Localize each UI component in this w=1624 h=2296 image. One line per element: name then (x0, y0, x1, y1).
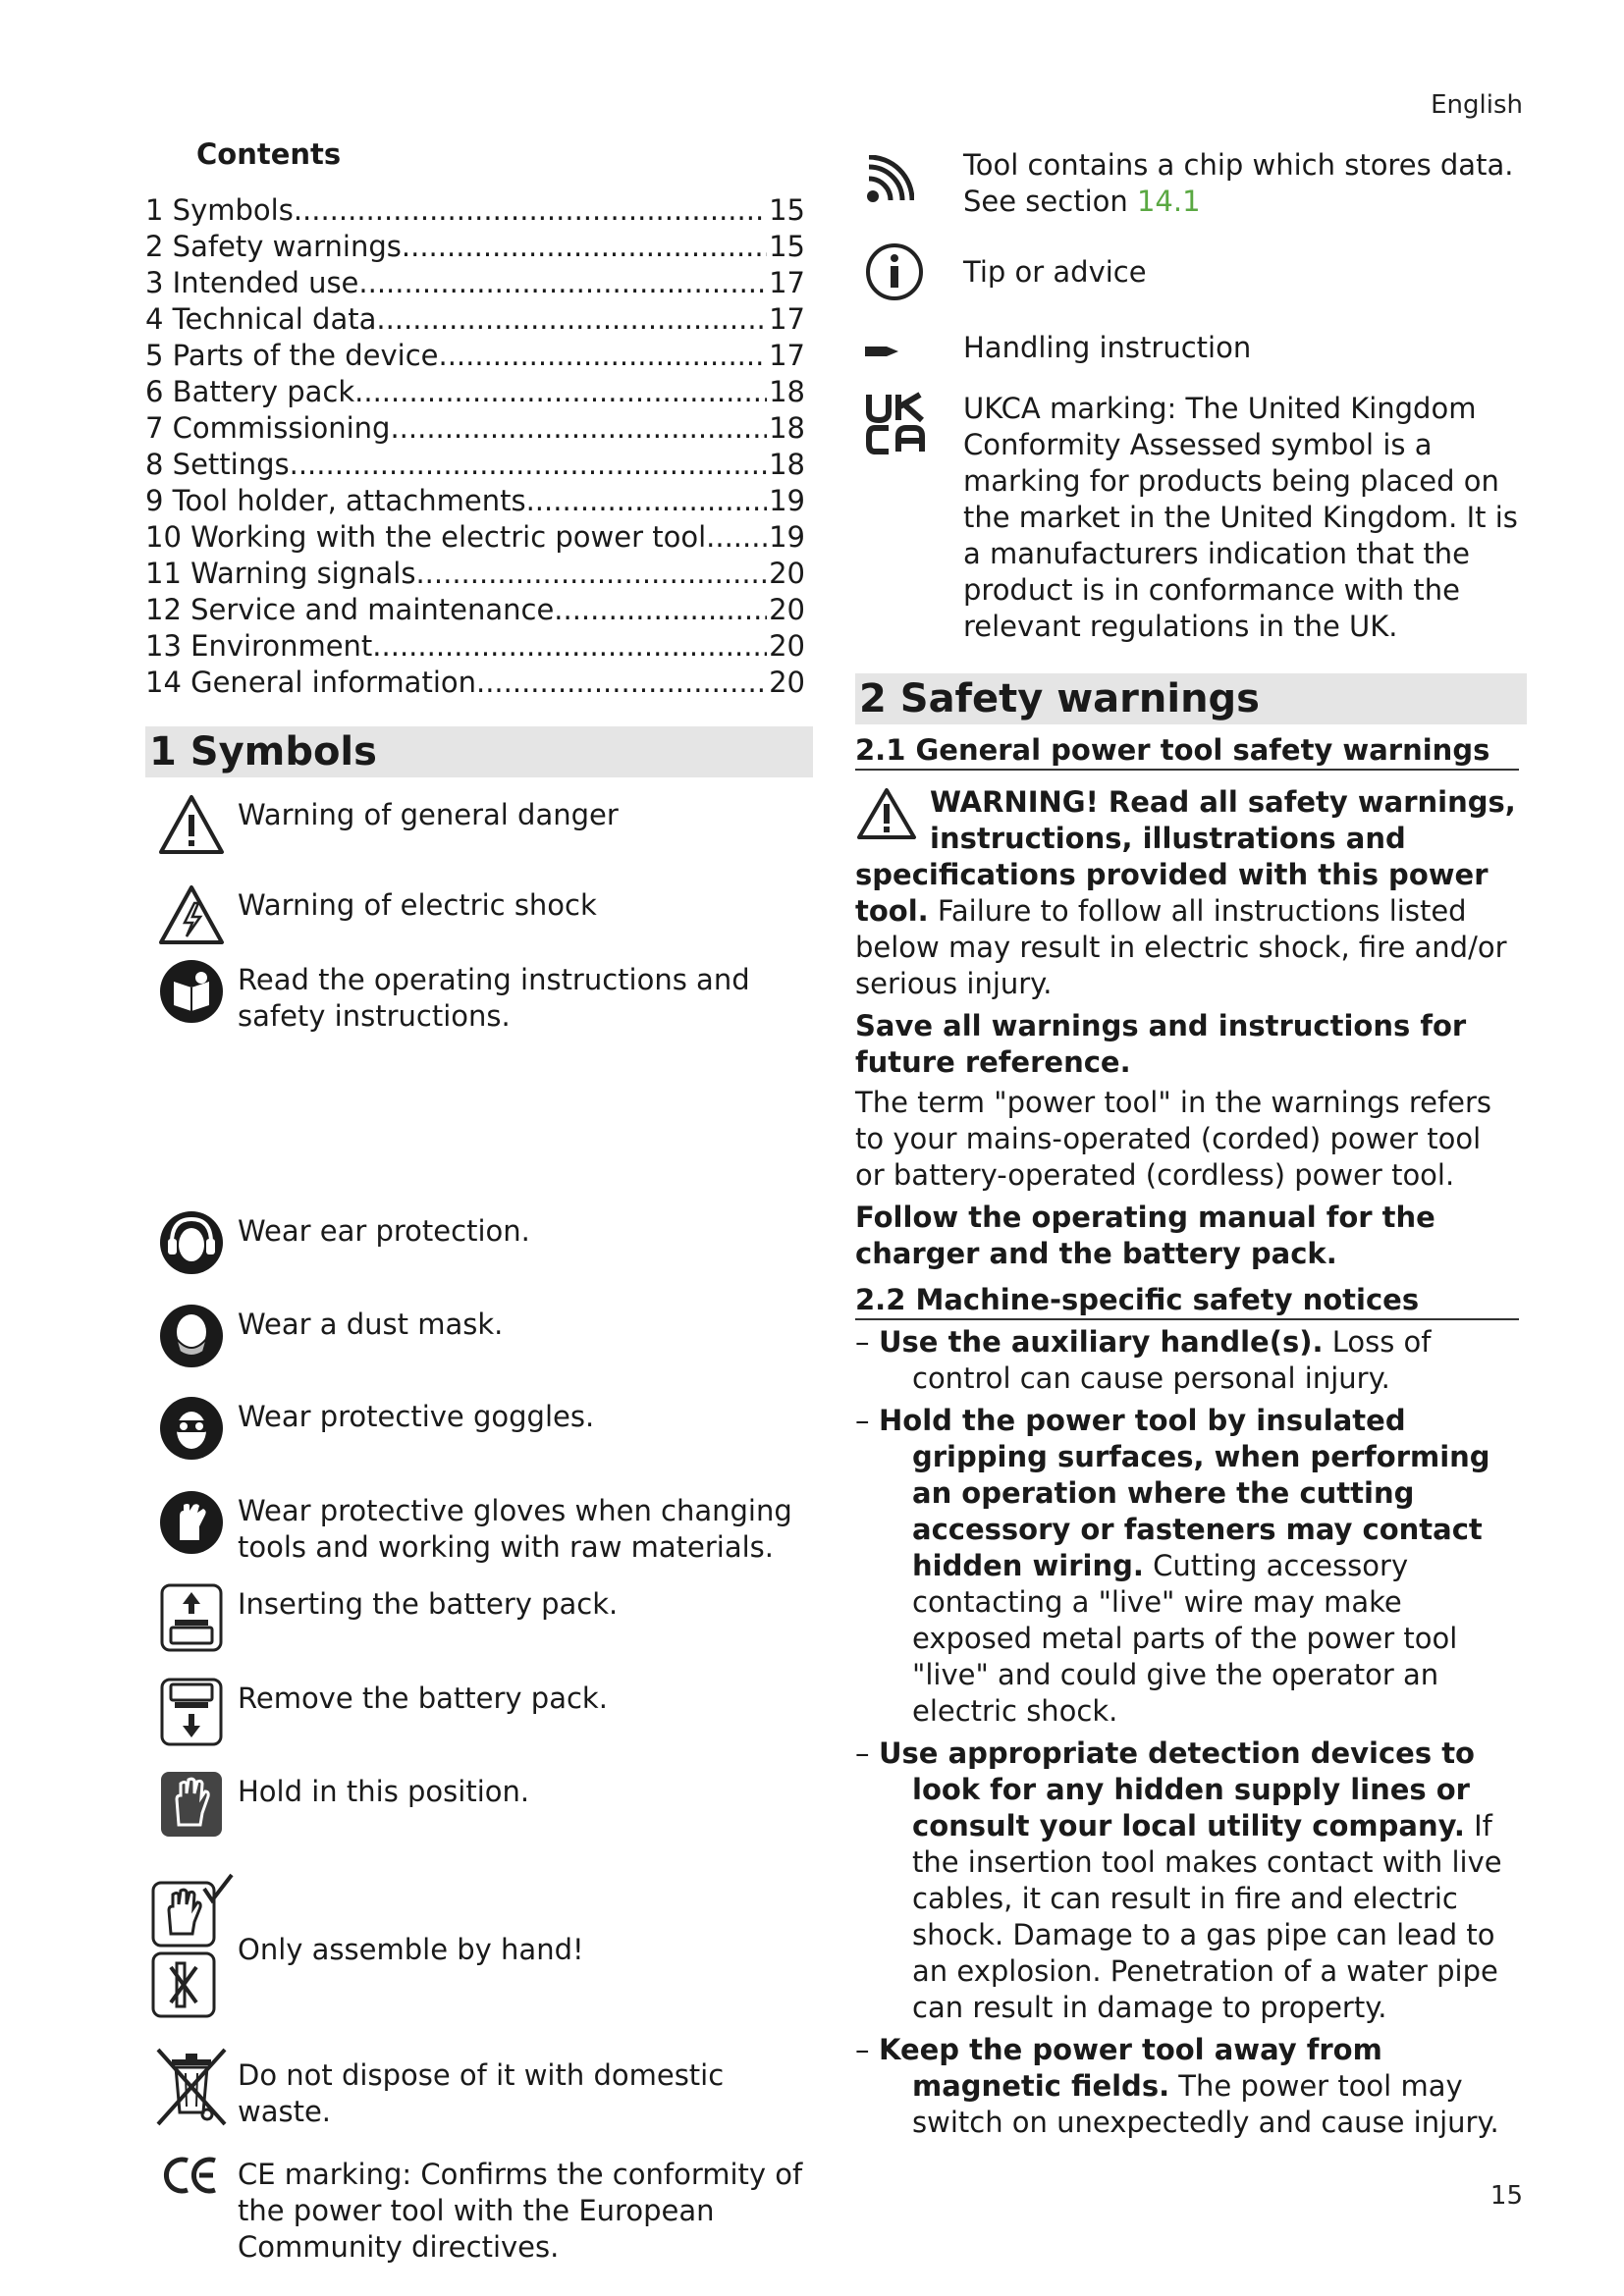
toc-item[interactable]: 13 Environment ..... 20 (145, 628, 805, 665)
symbol-row (145, 1303, 805, 1369)
power-tool-term-text: The term "power tool" in the warnings refers to your mains-operated (corded) power tool or battery-operated (cordless) power tool. (855, 1086, 1492, 1192)
safety-warnings-heading: 2 Safety warnings (855, 673, 1527, 724)
warning-paragraph: WARNING! Read all safety warnings, instructions, illustrations and specifications provided with this power tool. Failure to follow all instructions listed below may result in electric shock, fire and/or serious injury. (855, 785, 1516, 1000)
list-item: – Keep the power tool away from magnetic fields. The power tool may switch on unexpectedly and cause injury. (855, 2033, 1499, 2139)
symbol-text: Warning of electric shock (238, 888, 597, 922)
left-column (145, 137, 805, 2264)
symbol-row (145, 1677, 805, 1747)
ukca-mark-icon (855, 391, 963, 645)
symbol-text: Wear protective gloves when changing tools and working with raw materials. (238, 1494, 792, 1564)
ce-mark-icon (145, 2153, 238, 2266)
symbol-row (855, 391, 1519, 645)
toc-item[interactable]: 14 General information ..... 20 (145, 665, 805, 701)
symbol-row (855, 242, 1519, 301)
machine-specific-subheading: 2.2 Machine-specific safety notices (855, 1282, 1519, 1320)
toc-item[interactable]: 11 Warning signals ..... 20 (145, 556, 805, 592)
toc-item[interactable]: 12 Service and maintenance ..... 20 (145, 592, 805, 628)
symbol-text: CE marking: Confirms the conformity of the power tool with the European Community directives. (238, 2158, 803, 2264)
handling-arrow-icon (855, 330, 963, 366)
gloves-icon (145, 1489, 238, 1566)
symbol-row (145, 1489, 805, 1566)
contents-title: Contents (196, 137, 342, 171)
symbol-text: Warning of general danger (238, 798, 619, 831)
save-warnings-text: Save all warnings and instructions for future reference. (855, 1009, 1467, 1079)
symbol-text: Hold in this position. (238, 1775, 530, 1808)
toc-item[interactable]: 2 Safety warnings ..... 15 (145, 229, 805, 265)
toc-item[interactable]: 7 Commissioning ..... 18 (145, 410, 805, 447)
goggles-icon (145, 1395, 238, 1462)
list-item: – Use appropriate detection devices to look for any hidden supply lines or consult your local utility company. If the insertion tool makes contact with live cables, it can result in fire and electric shock. Damage to a gas pipe can lead to an explosion. Penetration of a water pipe can result in damage to property. (855, 1736, 1502, 2024)
symbol-text: Tool contains a chip which stores data. See section 14.1 (963, 148, 1514, 218)
symbol-row (145, 1395, 805, 1462)
toc-item[interactable]: 5 Parts of the device ..... 17 (145, 338, 805, 374)
symbol-row (145, 1770, 805, 1839)
symbol-text: UKCA marking: The United Kingdom Conformity Assessed symbol is a marking for products being placed on the market in the United Kingdom. It is a manufacturers indication that the product is in conformance with the relevant regulations in the UK. (963, 392, 1518, 643)
symbol-text: Do not dispose of it with domestic waste. (238, 2058, 725, 2128)
symbol-row (145, 1873, 805, 2020)
symbol-text: Only assemble by hand! (238, 1933, 584, 1966)
list-item: – Use the auxiliary handle(s). Loss of control can cause personal injury. (855, 1325, 1432, 1395)
toc-item[interactable]: 4 Technical data ..... 17 (145, 301, 805, 338)
rfid-chip-icon (855, 147, 963, 220)
symbol-row (145, 958, 805, 1035)
follow-manual-text: Follow the operating manual for the charger and the battery pack. (855, 1201, 1435, 1270)
general-safety-subheading: 2.1 General power tool safety warnings (855, 732, 1519, 771)
symbol-row (855, 147, 1519, 220)
section-link[interactable]: 14.1 (1136, 185, 1201, 218)
toc-item[interactable]: 6 Battery pack ..... 18 (145, 374, 805, 410)
toc-item[interactable]: 9 Tool holder, attachments ..... 19 (145, 483, 805, 519)
symbol-text: Read the operating instructions and safety instructions. (238, 963, 750, 1033)
warning-triangle-icon (145, 793, 238, 856)
battery-remove-icon (145, 1677, 238, 1747)
crossed-bin-icon (145, 2046, 238, 2130)
symbol-row (145, 1582, 805, 1653)
info-icon (855, 242, 963, 301)
symbol-text: Handling instruction (963, 331, 1252, 364)
symbol-text: Tip or advice (963, 255, 1147, 289)
battery-insert-icon (145, 1582, 238, 1653)
safety-content (855, 732, 1519, 2141)
read-manual-icon (145, 958, 238, 1035)
ear-protection-icon (145, 1209, 238, 1276)
toc-item[interactable]: 1 Symbols ..... 15 (145, 192, 805, 229)
table-of-contents (145, 192, 805, 701)
symbol-text: Remove the battery pack. (238, 1682, 608, 1715)
symbol-row (145, 2046, 805, 2130)
symbol-text: Wear protective goggles. (238, 1400, 595, 1433)
symbols-heading: 1 Symbols (145, 726, 813, 777)
symbol-row (145, 1209, 805, 1276)
symbol-text: Wear a dust mask. (238, 1308, 504, 1341)
electric-shock-icon (145, 883, 238, 946)
assemble-by-hand-icon (145, 1873, 238, 2020)
toc-item[interactable]: 3 Intended use ..... 17 (145, 265, 805, 301)
toc-item[interactable]: 10 Working with the electric power tool ..... 19 (145, 519, 805, 556)
symbol-text: Inserting the battery pack. (238, 1587, 619, 1621)
dust-mask-icon (145, 1303, 238, 1369)
list-item: – Hold the power tool by insulated gripping surfaces, when performing an operation where the cutting accessory or fasteners may contact hidden wiring. Cutting accessory contacting a "live" wire may make exposed metal parts of the power tool "live" and could give the operator an electric shock. (855, 1404, 1490, 1728)
page-number: 15 (1489, 2181, 1523, 2211)
symbol-row (855, 330, 1519, 366)
symbol-row (145, 793, 805, 856)
symbol-text: Wear ear protection. (238, 1214, 530, 1248)
toc-item[interactable]: 8 Settings ..... 18 (145, 447, 805, 483)
symbol-row (145, 2153, 805, 2266)
language-label: English (1431, 90, 1523, 120)
symbol-row (145, 883, 805, 946)
hand-hold-icon (145, 1770, 238, 1839)
warning-triangle-icon (855, 786, 918, 841)
